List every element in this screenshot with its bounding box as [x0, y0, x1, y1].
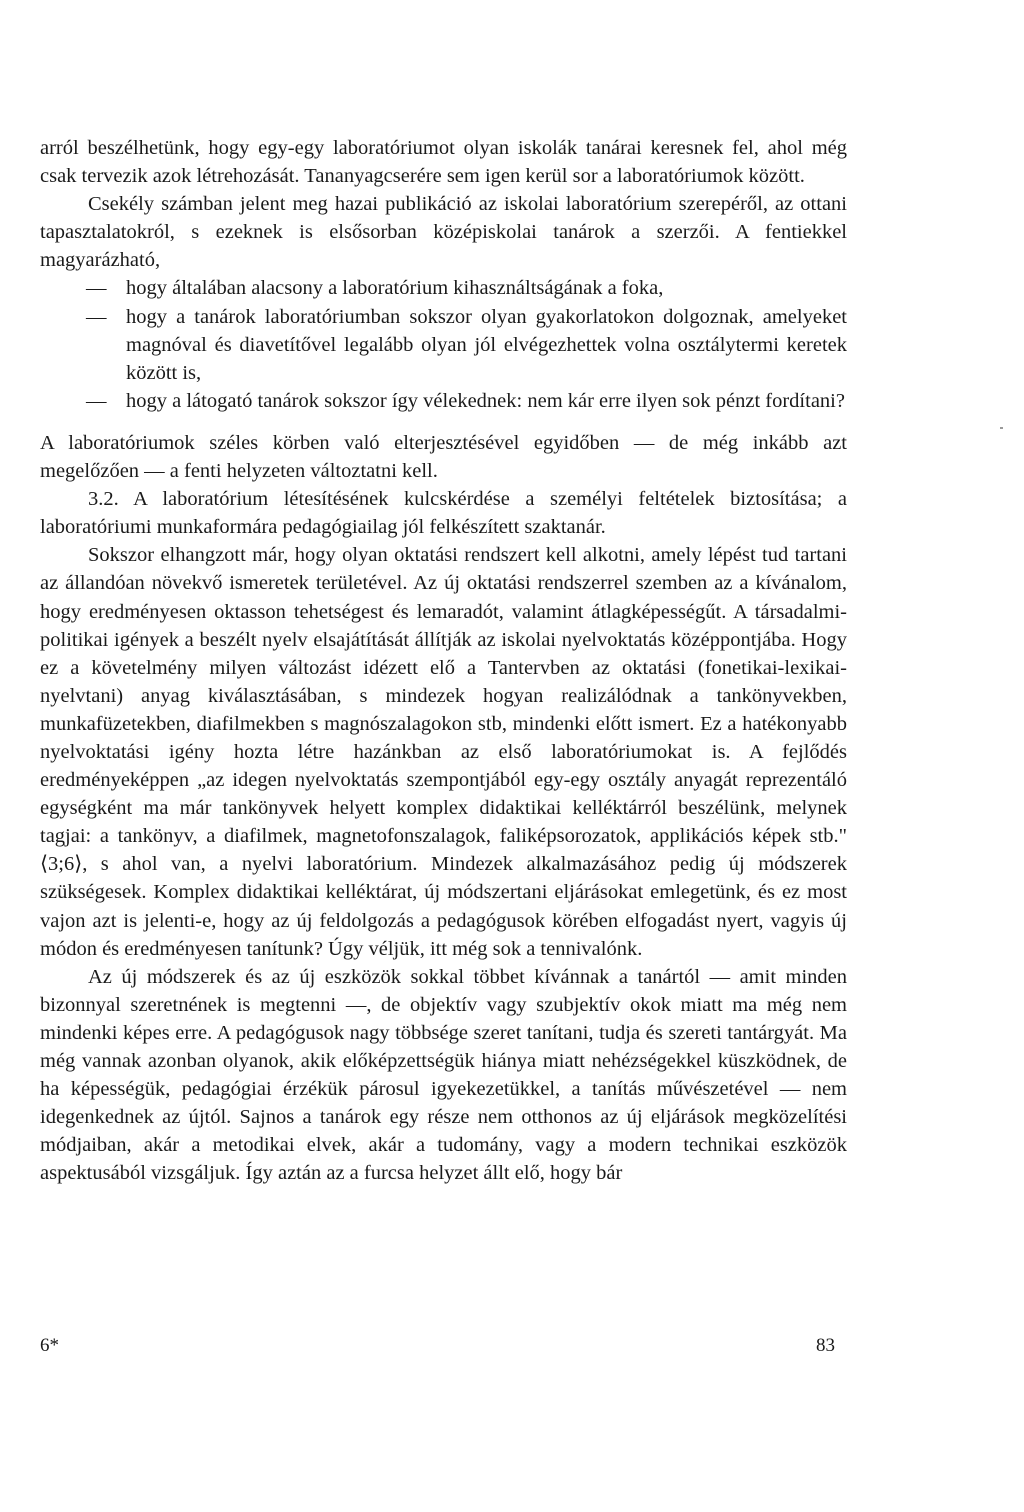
page-number: 83 [816, 1335, 835, 1356]
list-item-text: hogy a látogató tanárok sokszor így vélekednek: nem kár erre ilyen sok pénzt fordítani? [126, 389, 845, 412]
dash-marker: — [86, 277, 107, 300]
list-item [40, 274, 847, 302]
scan-speck [1000, 427, 1003, 429]
list-item [40, 303, 847, 387]
paragraph-6: Az új módszerek és az új eszközök sokkal többet kívánnak a tanártól — amit minden bizonnyal szeretnének is megtenni —, de objektív vagy szubjektív okok miatt ma még nem mindenki képes erre. A pedagógusok nagy többsége szeret tanítani, tudja és szereti tantárgyát. Ma még vannak azonban olyanok, akik előképzettségük hiánya miatt nehézségekkel küszködnek, de ha képességük, pedagógiai érzékük párosul igyekezetükkel, a tanítás művészetével — nem idegenkednek az újtól. Sajnos a tanárok egy része nem otthonos az új eljárások megközelítési módjaiban, akár a metodikai elvek, akár a tudomány, vagy a modern technikai eszközök aspektusából vizsgáljuk. Így aztán az a furcsa helyzet állt elő, hogy bár [40, 965, 847, 1185]
paragraph-5: Sokszor elhangzott már, hogy olyan oktatási rendszert kell alkotni, amely lépést tud tartani az állandóan növekvő ismeretek területével. Az új oktatási rendszerrel szemben az a kívánalom, hogy eredményesen oktasson tehetségest és lemaradót, valamint átlagképességűt. A társadalmi-politikai igények a beszélt nyelv elsajátítását állítják az iskolai nyelvoktatás középpontjába. Hogy ez a követelmény milyen változást idézett elő a Tantervben az oktatási (fonetikai-lexikai-nyelvtani) anyag kiválasztásában, s mindezek hogyan realizálódnak a tankönyvekben, munkafüzetekben, diafilmekben s magnószalagokon stb, mindenki előtt ismert. Ez a hatékonyabb nyelvoktatási igény hozta létre hazánkban az első laboratóriumokat is. A fejlődés eredményeképpen „az idegen nyelvoktatás szempontjából egy-egy osztály anyagát reprezentáló egységként ma már tankönyvek helyett komplex didaktikai kelléktárról beszélünk, melynek tagjai: a tankönyv, a diafilmek, magnetofonszalagok, faliképsorozatok, applikációs képek stb." ⟨3;6⟩, s ahol van, a nyelvi laboratórium. Mindezek alkalmazásához pedig új módszerek szükségesek. Komplex didaktikai kelléktárat, új módszertani eljárásokat emlegetünk, és ez most vajon azt is jelenti-e, hogy az új feldolgozás a pedagógusok körében elfogadást nyert, vagyis új módon és eredményesen tanítunk? Úgy véljük, itt még sok a tennivalónk. [40, 544, 847, 960]
list-item-text: hogy a tanárok laboratóriumban sokszor olyan gyakorlatokon dolgoznak, amelyeket magnóval és diavetítővel legalább olyan jól elvégezhettek volna osztálytermi keretek között is, [126, 305, 847, 384]
dash-list [40, 274, 847, 414]
page-body [40, 134, 847, 1187]
signature-mark: 6* [40, 1335, 59, 1356]
list-item-text: hogy általában alacsony a laboratórium kihasználtságának a foka, [126, 277, 664, 300]
paragraph-2: Csekély számban jelent meg hazai publikáció az iskolai laboratórium szerepéről, az ottani tapasztalatokról, s ezeknek is elsősorban középiskolai tanárok a szerzői. A fentiekkel magyarázható, [40, 193, 847, 272]
dash-marker: — [86, 305, 107, 328]
paragraph-3: A laboratóriumok széles körben való elterjesztésével egyidőben — de még inkább azt megelőzően — a fenti helyzeten változtatni kell. [40, 431, 847, 483]
paragraph-1: arról beszélhetünk, hogy egy-egy laboratóriumot olyan iskolák tanárai keresnek fel, ahol még csak tervezik azok létrehozását. Tananyagcserére sem igen kerül sor a laboratóriumok között. [40, 137, 847, 188]
paragraph-4: 3.2. A laboratórium létesítésének kulcskérdése a személyi feltételek biztosítása; a laboratóriumi munkaformára pedagógiailag jól felkészített szaktanár. [40, 488, 847, 539]
dash-marker: — [86, 389, 107, 412]
list-item [40, 387, 847, 415]
